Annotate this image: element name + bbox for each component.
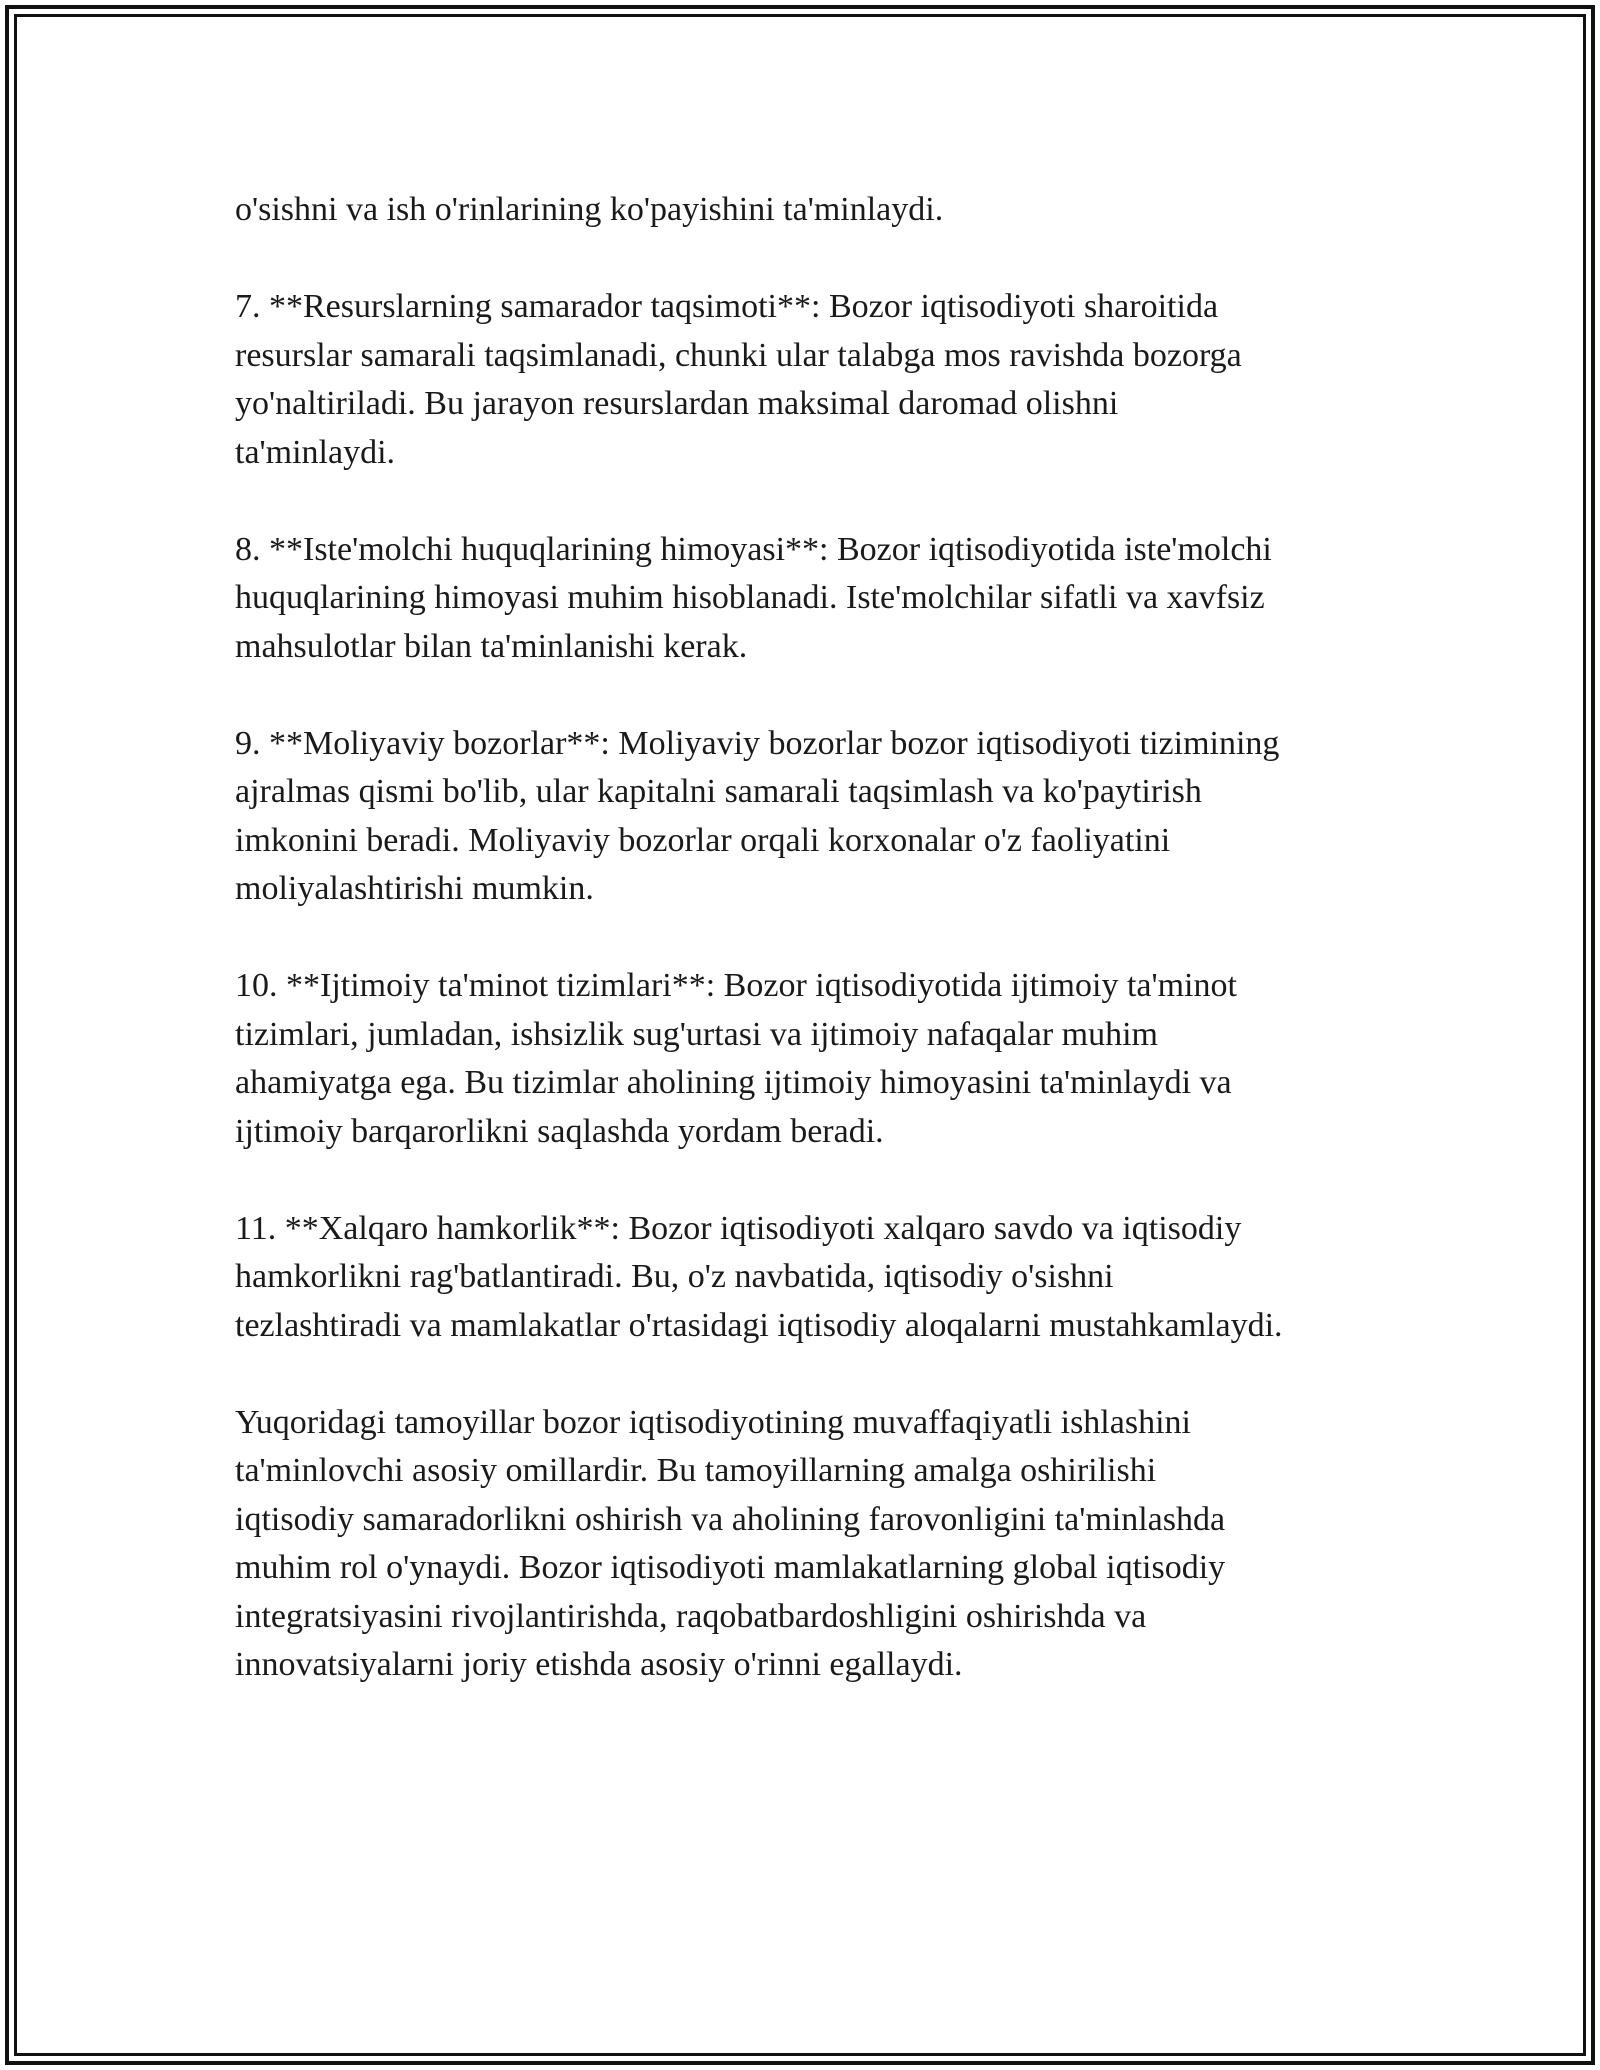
text-line: 10. **Ijtimoiy ta'minot tizimlari**: Bozor iqtisodiyotida ijtimoiy ta'minot: [235, 967, 1237, 1004]
text-line: resurslar samarali taqsimlanadi, chunki ular talabga mos ravishda bozorga: [235, 336, 1242, 374]
paragraph-conclusion: [235, 1399, 1395, 1690]
text-line: o'sishni va ish o'rinlarining ko'payishini ta'minlaydi.: [235, 191, 944, 228]
paragraph-continuation: [235, 186, 1395, 235]
text-line: tezlashtiradi va mamlakatlar o'rtasidagi iqtisodiy aloqalarni mustahkamlaydi.: [235, 1306, 1283, 1344]
text-line: ta'minlaydi.: [235, 433, 396, 471]
text-line: ta'minlovchi asosiy omillardir. Bu tamoyillarning amalga oshirilishi: [235, 1452, 1157, 1489]
paragraph-item-10: [235, 962, 1395, 1156]
text-line: 8. **Iste'molchi huquqlarining himoyasi**: Bozor iqtisodiyotida iste'molchi: [235, 530, 1272, 568]
text-line: yo'naltiriladi. Bu jarayon resurslardan maksimal daromad olishni: [235, 385, 1119, 422]
paragraph-item-7: [235, 283, 1395, 477]
text-line: 11. **Xalqaro hamkorlik**: Bozor iqtisodiyoti xalqaro savdo va iqtisodiy: [235, 1209, 1242, 1247]
text-line: 9. **Moliyaviy bozorlar**: Moliyaviy bozorlar bozor iqtisodiyoti tizimining: [235, 724, 1280, 762]
paragraph-item-9: [235, 720, 1395, 914]
paragraph-item-8: [235, 526, 1395, 672]
paragraph-item-11: [235, 1205, 1395, 1351]
document-body: [235, 186, 1395, 1738]
text-line: Yuqoridagi tamoyillar bozor iqtisodiyotining muvaffaqiyatli ishlashini: [235, 1403, 1191, 1441]
text-line: imkonini beradi. Moliyaviy bozorlar orqali korxonalar o'z faoliyatini: [235, 821, 1171, 859]
text-line: ajralmas qismi bo'lib, ular kapitalni samarali taqsimlash va ko'paytirish: [235, 773, 1202, 810]
text-line: iqtisodiy samaradorlikni oshirish va aholining farovonligini ta'minlashda: [235, 1500, 1226, 1538]
text-line: hamkorlikni rag'batlantiradi. Bu, o'z navbatida, iqtisodiy o'sishni: [235, 1258, 1114, 1295]
text-line: ahamiyatga ega. Bu tizimlar aholining ijtimoiy himoyasini ta'minlaydi va: [235, 1064, 1232, 1101]
text-line: ijtimoiy barqarorlikni saqlashda yordam beradi.: [235, 1112, 884, 1150]
text-line: mahsulotlar bilan ta'minlanishi kerak.: [235, 627, 748, 665]
text-line: muhim rol o'ynaydi. Bozor iqtisodiyoti mamlakatlarning global iqtisodiy: [235, 1549, 1226, 1586]
text-line: 7. **Resurslarning samarador taqsimoti**: Bozor iqtisodiyoti sharoitida: [235, 288, 1219, 325]
text-line: innovatsiyalarni joriy etishda asosiy o'rinni egallaydi.: [235, 1646, 963, 1683]
text-line: huquqlarining himoyasi muhim hisoblanadi. Iste'molchilar sifatli va xavfsiz: [235, 579, 1265, 616]
text-line: tizimlari, jumladan, ishsizlik sug'urtasi va ijtimoiy nafaqalar muhim: [235, 1015, 1158, 1053]
text-line: integratsiyasini rivojlantirishda, raqobatbardoshligini oshirishda va: [235, 1597, 1147, 1635]
text-line: moliyalashtirishi mumkin.: [235, 870, 594, 907]
